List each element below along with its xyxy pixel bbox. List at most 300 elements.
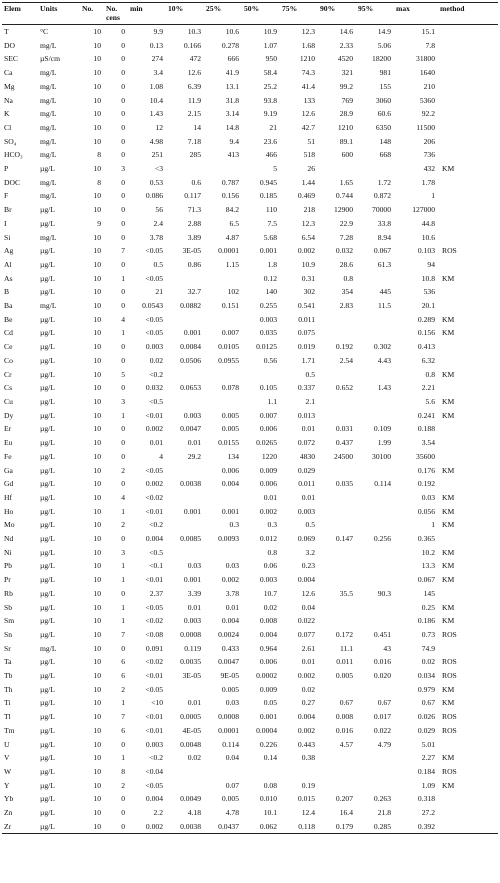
table-cell <box>438 80 498 94</box>
table-cell: 70000 <box>372 205 391 215</box>
table-cell: 10 <box>93 438 101 448</box>
table-cell: µg/L <box>40 725 55 735</box>
table-cell: µg/L <box>40 424 55 434</box>
table-cell: 0.184 <box>417 766 435 776</box>
table-cell: ROS <box>442 725 457 735</box>
table-cell: 0.337 <box>297 383 315 393</box>
table-cell: 13.3 <box>421 561 435 571</box>
table-cell <box>204 368 242 382</box>
table-cell: Cr <box>4 369 12 379</box>
table-cell: Mg <box>4 81 15 91</box>
table-row <box>2 751 498 765</box>
table-cell: 10.1 <box>263 808 277 818</box>
table-row <box>2 710 498 724</box>
table-cell: 0.035 <box>259 328 277 338</box>
table-cell: 10 <box>93 246 101 256</box>
table-cell: Mo <box>4 520 15 530</box>
table-cell: 2.54 <box>339 355 353 365</box>
table-cell: 10 <box>93 109 101 119</box>
table-cell <box>204 765 242 779</box>
table-cell: Cd <box>4 328 13 338</box>
table-cell: 0.179 <box>318 820 356 834</box>
table-cell: 2.4 <box>153 218 163 228</box>
table-cell: 18200 <box>372 54 391 64</box>
table-cell <box>438 806 498 820</box>
table-cell <box>356 765 394 779</box>
table-cell: mg/L <box>40 301 57 311</box>
table-cell: <0.2 <box>149 520 163 530</box>
table-cell: 9.4 <box>229 136 239 146</box>
table-cell: <10 <box>151 698 163 708</box>
table-cell: 0.872 <box>373 191 391 201</box>
table-cell: 1.43 <box>149 109 163 119</box>
table-cell: 44.8 <box>421 218 435 228</box>
table-cell: mg/L <box>40 177 57 187</box>
table-cell <box>438 94 498 108</box>
table-row <box>2 806 498 820</box>
table-cell: 0.172 <box>335 629 353 639</box>
table-cell: 0.451 <box>373 629 391 639</box>
table-cell: 5.01 <box>421 739 435 749</box>
table-cell: 0.002 <box>145 424 163 434</box>
table-cell: 4 <box>159 451 163 461</box>
table-cell: 0.04 <box>225 753 239 763</box>
table-cell: 60.6 <box>377 109 391 119</box>
table-cell: 0.005 <box>221 424 239 434</box>
table-cell <box>438 587 498 601</box>
table-cell <box>438 258 498 272</box>
table-cell: 10 <box>93 396 101 406</box>
table-cell: 7.28 <box>339 232 353 242</box>
table-cell: Hf <box>4 492 13 502</box>
table-cell: 10 <box>93 164 101 174</box>
table-cell: 0.01 <box>225 602 239 612</box>
table-cell: 0 <box>121 109 125 119</box>
table-cell: 321 <box>341 68 353 78</box>
table-cell: 4.18 <box>187 808 201 818</box>
table-cell: 0.166 <box>183 40 201 50</box>
table-cell: mg/L <box>40 122 57 132</box>
table-cell: 432 <box>423 164 435 174</box>
table-row <box>2 669 498 683</box>
table-cell: 285 <box>189 150 201 160</box>
table-row <box>2 354 498 368</box>
table-cell: 0.0125 <box>256 342 277 352</box>
table-cell: 0.207 <box>335 794 353 804</box>
table-cell: 1640 <box>419 68 435 78</box>
table-cell: 2 <box>121 780 125 790</box>
table-cell: 0.118 <box>280 820 318 834</box>
table-cell: 1.68 <box>301 40 315 50</box>
table-cell: 4 <box>121 314 125 324</box>
table-cell: U <box>4 739 10 749</box>
table-cell: 1.1 <box>267 396 277 406</box>
table-cell: Er <box>4 424 12 434</box>
table-cell: 0.0085 <box>180 534 201 544</box>
table-cell: 0.0002 <box>256 671 277 681</box>
table-cell: 8 <box>97 177 101 187</box>
table-cell <box>438 121 498 135</box>
table-cell: 0 <box>121 81 125 91</box>
table-cell: Ag <box>4 246 14 256</box>
table-cell <box>318 368 356 382</box>
table-row <box>2 66 498 80</box>
table-cell: mg/L <box>40 40 57 50</box>
table-cell: µg/L <box>40 794 55 804</box>
table-cell: 0.01 <box>301 424 315 434</box>
table-cell: 3E-05 <box>182 246 201 256</box>
table-cell: 0.3 <box>267 520 277 530</box>
table-cell: 0.02 <box>301 684 315 694</box>
table-cell: µg/L <box>40 438 55 448</box>
table-cell: 2 <box>121 465 125 475</box>
table-cell: 600 <box>341 150 353 160</box>
table-cell: 1 <box>121 753 125 763</box>
table-cell: 0.002 <box>297 671 315 681</box>
table-cell: 10 <box>93 492 101 502</box>
table-cell: 0 <box>121 122 125 132</box>
table-cell <box>356 395 394 409</box>
table-cell: 0.016 <box>335 725 353 735</box>
table-cell: 0.07 <box>225 780 239 790</box>
table-row <box>2 738 498 752</box>
table-cell: 0.003 <box>297 506 315 516</box>
table-cell: 0.03 <box>187 561 201 571</box>
table-cell: <0.02 <box>145 492 163 502</box>
table-cell: 0.01 <box>301 492 315 502</box>
table-cell: 0.004 <box>145 534 163 544</box>
table-row <box>2 559 498 573</box>
table-cell: 92.2 <box>421 109 435 119</box>
table-cell: 14.9 <box>377 27 391 36</box>
table-cell: 10 <box>93 506 101 516</box>
table-cell: 90.3 <box>377 588 391 598</box>
table-row <box>2 381 498 395</box>
table-row <box>2 601 498 615</box>
table-cell <box>356 518 394 532</box>
table-cell: 466 <box>265 150 277 160</box>
table-cell <box>318 162 356 176</box>
table-row <box>2 313 498 327</box>
table-cell: 1.8 <box>267 259 277 269</box>
table-cell <box>438 52 498 66</box>
table-cell: 981 <box>379 68 391 78</box>
table-cell: 0.0653 <box>180 383 201 393</box>
table-cell: <0.5 <box>149 547 163 557</box>
table-cell: 0.06 <box>263 561 277 571</box>
table-cell: mg/L <box>40 95 57 105</box>
table-cell: 0.032 <box>335 246 353 256</box>
table-cell: Ta <box>4 657 12 667</box>
table-row <box>2 409 498 423</box>
table-cell: µg/L <box>40 534 55 544</box>
table-row <box>2 176 498 190</box>
table-cell: 145 <box>423 588 435 598</box>
table-row <box>2 491 498 505</box>
table-cell: 10 <box>93 328 101 338</box>
table-cell: 3.78 <box>225 588 239 598</box>
table-cell: 1 <box>121 273 125 283</box>
table-cell: 12 <box>155 122 163 132</box>
table-cell: Na <box>4 95 13 105</box>
table-cell: 10 <box>93 547 101 557</box>
table-cell: 1.78 <box>421 177 435 187</box>
table-cell: 0.035 <box>335 479 353 489</box>
table-cell: 0.8 <box>267 547 277 557</box>
table-cell: 10 <box>93 355 101 365</box>
table-cell <box>318 326 356 340</box>
table-cell: 10 <box>93 27 101 36</box>
table-cell: 0.109 <box>373 424 391 434</box>
table-row <box>2 724 498 738</box>
table-cell: As <box>4 273 13 283</box>
table-cell: 10 <box>93 671 101 681</box>
table-cell <box>318 779 356 793</box>
table-cell: 0.469 <box>297 191 315 201</box>
column-header: No. <box>80 3 104 25</box>
table-cell: <0.01 <box>145 712 163 722</box>
table-cell: 0 <box>121 301 125 311</box>
table-cell: µg/L <box>40 739 55 749</box>
table-cell: 6350 <box>375 122 391 132</box>
table-cell: 10.9 <box>301 259 315 269</box>
table-cell: 10 <box>93 259 101 269</box>
table-cell: 6 <box>121 725 125 735</box>
table-cell: 0.01 <box>149 438 163 448</box>
table-cell: 4.79 <box>377 739 391 749</box>
table-cell <box>356 491 394 505</box>
table-cell: 3.2 <box>305 547 315 557</box>
table-cell: 736 <box>423 150 435 160</box>
column-header: min <box>128 3 166 25</box>
table-row <box>2 135 498 149</box>
table-cell: 1.71 <box>301 355 315 365</box>
table-cell: KM <box>442 520 455 530</box>
table-cell: 10 <box>93 712 101 722</box>
table-cell: 41.4 <box>301 81 315 91</box>
table-cell: 0.02 <box>421 657 435 667</box>
table-cell <box>438 738 498 752</box>
table-cell: µg/L <box>40 314 55 324</box>
table-cell: 22.9 <box>339 218 353 228</box>
table-row <box>2 258 498 272</box>
table-cell: 0.003 <box>183 616 201 626</box>
table-cell: 6.32 <box>421 355 435 365</box>
table-cell: µg/L <box>40 671 55 681</box>
table-cell: 0.652 <box>335 383 353 393</box>
table-cell: 10 <box>93 273 101 283</box>
table-cell: 58.4 <box>263 68 277 78</box>
table-cell: 0.0038 <box>180 479 201 489</box>
table-cell: 32.7 <box>187 287 201 297</box>
table-cell: 0.0105 <box>218 342 239 352</box>
table-cell: KM <box>442 369 455 379</box>
table-cell: 3.78 <box>149 232 163 242</box>
table-cell: 43 <box>383 643 391 653</box>
table-cell: 0.003 <box>259 575 277 585</box>
table-cell: µg/L <box>40 342 55 352</box>
table-cell <box>204 395 242 409</box>
table-cell: 10 <box>93 534 101 544</box>
table-cell: 0.14 <box>263 753 277 763</box>
table-cell: 10.7 <box>263 588 277 598</box>
table-cell: 10 <box>93 369 101 379</box>
table-cell: Pb <box>4 561 13 571</box>
table-cell: 0.73 <box>421 629 435 639</box>
table-cell: 10 <box>93 794 101 804</box>
table-cell <box>318 409 356 423</box>
table-cell: 1210 <box>337 122 353 132</box>
table-cell <box>438 299 498 313</box>
table-cell <box>356 779 394 793</box>
table-cell: Gd <box>4 479 14 489</box>
table-cell: 21 <box>155 287 163 297</box>
table-row <box>2 107 498 121</box>
table-cell: 3060 <box>375 95 391 105</box>
table-cell: 51 <box>307 136 315 146</box>
table-cell: Cu <box>4 396 13 406</box>
table-row <box>2 696 498 710</box>
table-cell: Al <box>4 259 12 269</box>
table-cell: Ga <box>4 465 13 475</box>
table-cell: 42.7 <box>301 122 315 132</box>
table-cell: 0.156 <box>417 328 435 338</box>
table-cell: 4.43 <box>377 355 391 365</box>
table-cell: 1210 <box>299 54 315 64</box>
table-cell <box>438 217 498 231</box>
table-row <box>2 368 498 382</box>
table-cell: <0.05 <box>145 328 163 338</box>
table-cell: 2 <box>121 684 125 694</box>
table-cell: 274 <box>151 54 163 64</box>
table-cell: V <box>4 753 10 763</box>
table-cell: Sb <box>4 602 13 612</box>
table-cell: 2.33 <box>339 40 353 50</box>
table-cell: Y <box>4 780 10 790</box>
table-cell: KM <box>442 328 455 338</box>
table-cell: 10 <box>93 424 101 434</box>
table-cell: µg/L <box>40 561 55 571</box>
column-header: Units <box>38 3 80 25</box>
table-cell: 9.9 <box>153 27 163 36</box>
table-cell <box>318 559 356 573</box>
table-cell: 0.032 <box>145 383 163 393</box>
table-cell: ROS <box>442 246 457 256</box>
table-cell <box>166 313 204 327</box>
table-cell: P <box>4 164 9 174</box>
table-cell: 1 <box>121 602 125 612</box>
table-cell: 0.263 <box>373 794 391 804</box>
column-header: 25% <box>204 3 242 25</box>
table-cell: 0.151 <box>221 301 239 311</box>
table-cell: 0.077 <box>297 629 315 639</box>
table-cell: 6.39 <box>187 81 201 91</box>
table-cell: DO <box>4 40 15 50</box>
table-cell <box>166 368 204 382</box>
table-cell: 0 <box>121 177 125 187</box>
table-cell <box>318 518 356 532</box>
table-cell: µg/L <box>40 451 55 461</box>
table-cell: <0.04 <box>145 766 163 776</box>
table-cell <box>318 683 356 697</box>
table-cell: 0.25 <box>421 602 435 612</box>
table-cell: K <box>4 109 10 119</box>
table-cell: 0.192 <box>417 479 435 489</box>
table-cell: 0.19 <box>301 780 315 790</box>
table-cell <box>438 148 498 162</box>
table-cell: 155 <box>379 81 391 91</box>
table-cell: 0 <box>121 794 125 804</box>
table-cell: 0.979 <box>417 684 435 694</box>
table-cell <box>438 39 498 53</box>
table-cell: 0.029 <box>297 465 315 475</box>
table-cell: 2.2 <box>153 808 163 818</box>
table-cell: µg/L <box>40 753 55 763</box>
table-cell: <0.2 <box>149 753 163 763</box>
table-row <box>2 94 498 108</box>
table-cell: mg/L <box>40 191 57 201</box>
table-cell: 0.188 <box>417 424 435 434</box>
table-cell: 10 <box>93 766 101 776</box>
table-cell: 1.44 <box>301 177 315 187</box>
table-cell: 12.6 <box>301 109 315 119</box>
table-cell: <0.05 <box>145 684 163 694</box>
table-cell: <0.01 <box>145 671 163 681</box>
table-cell: 0.011 <box>336 657 353 667</box>
table-cell: µg/L <box>40 246 55 256</box>
table-cell: 2.61 <box>301 643 315 653</box>
table-cell: 7.18 <box>187 136 201 146</box>
table-cell <box>166 491 204 505</box>
table-cell: KM <box>442 492 455 502</box>
table-cell: 10 <box>93 410 101 420</box>
table-row <box>2 25 498 39</box>
table-cell: 10 <box>93 136 101 146</box>
table-cell: 14 <box>193 122 201 132</box>
table-body <box>2 25 498 834</box>
table-cell: 0 <box>121 150 125 160</box>
table-cell: 5 <box>121 369 125 379</box>
table-cell: 0.004 <box>221 479 239 489</box>
table-cell: 1.09 <box>421 780 435 790</box>
table-cell: 2.21 <box>421 383 435 393</box>
table-cell: µg/L <box>40 780 55 790</box>
table-cell: 206 <box>423 136 435 146</box>
table-cell: 1 <box>121 561 125 571</box>
table-cell <box>438 203 498 217</box>
table-cell: 6.54 <box>301 232 315 242</box>
table-cell: 3.14 <box>225 109 239 119</box>
table-cell: <0.05 <box>145 465 163 475</box>
table-cell: µg/L <box>40 547 55 557</box>
table-cell: 10 <box>93 808 101 818</box>
table-cell: <0.02 <box>145 616 163 626</box>
table-cell: Ce <box>4 342 13 352</box>
table-cell: µg/L <box>40 575 55 585</box>
table-cell: 0.156 <box>221 191 239 201</box>
table-cell: µg/L <box>40 657 55 667</box>
table-cell: ROS <box>442 657 457 667</box>
table-cell: 218 <box>303 205 315 215</box>
table-cell: 41.9 <box>225 68 239 78</box>
table-cell: 445 <box>379 287 391 297</box>
table-cell: 33.8 <box>377 218 391 228</box>
table-cell: 0.241 <box>417 410 435 420</box>
table-cell: 30100 <box>372 451 391 461</box>
table-cell: 4.57 <box>339 739 353 749</box>
table-cell: 10.6 <box>421 232 435 242</box>
table-cell: 24500 <box>334 451 353 461</box>
